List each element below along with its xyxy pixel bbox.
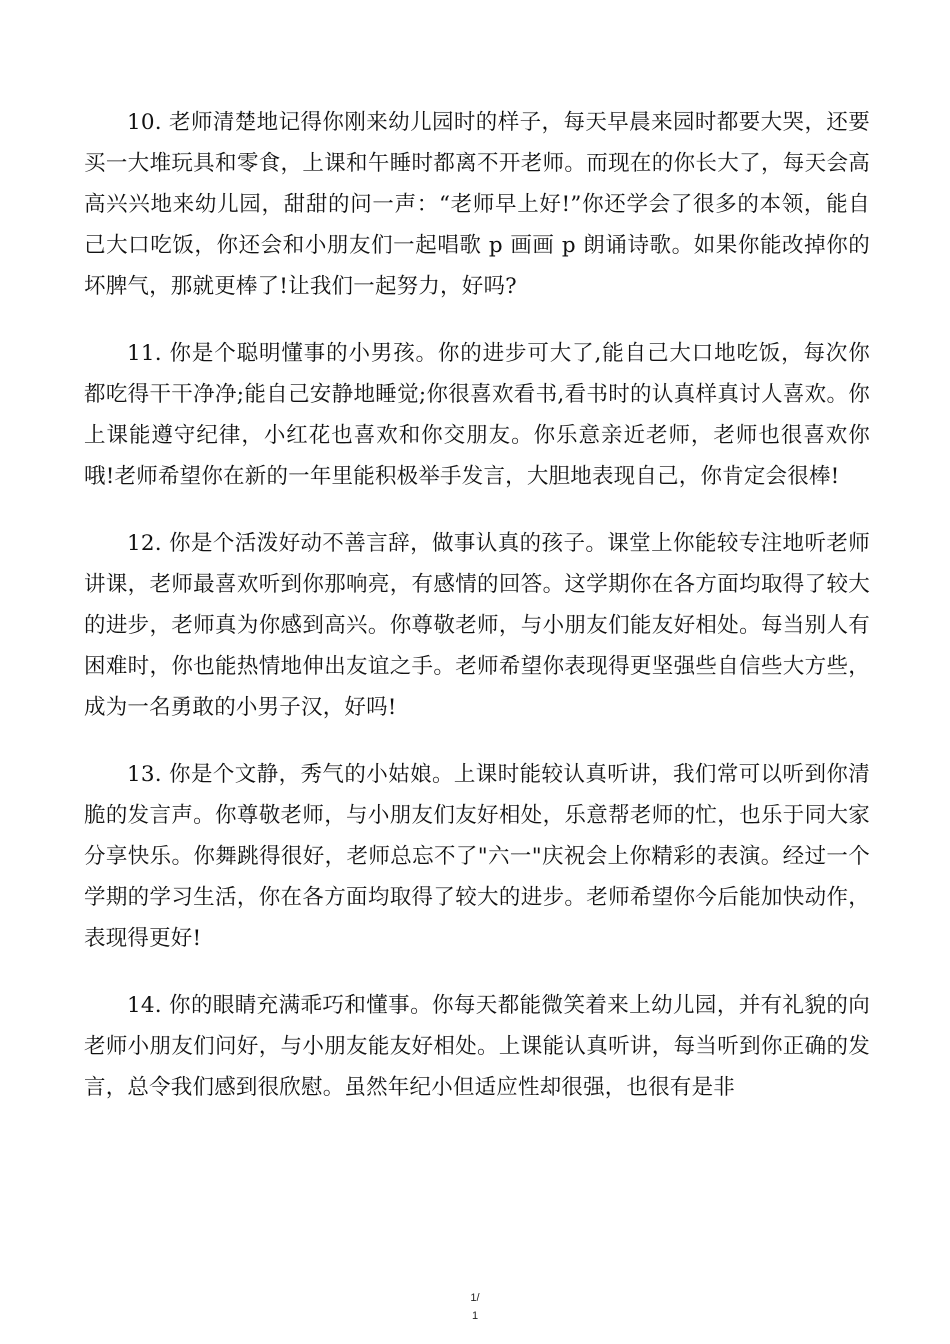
document-body	[84, 102, 870, 1134]
page-number-current: 1/	[470, 1292, 480, 1304]
page-number-footer	[0, 1289, 950, 1325]
page-number-total: 1	[471, 1310, 479, 1322]
paragraph-11: 11. 你是个聪明懂事的小男孩。你的进步可大了,能自己大口地吃饭，每次你都吃得干干净净;能自己安静地睡觉;你很喜欢看书,看书时的认真样真讨人喜欢。你上课能遵守纪律，小红花也喜欢和你交朋友。你乐意亲近老师，老师也很喜欢你哦!老师希望你在新的一年里能积极举手发言，大胆地表现自己，你肯定会很棒!	[84, 341, 870, 489]
paragraph-14: 14. 你的眼睛充满乖巧和懂事。你每天都能微笑着来上幼儿园，并有礼貌的向老师小朋友们问好，与小朋友能友好相处。上课能认真听讲，每当听到你正确的发言，总令我们感到很欣慰。虽然年纪小但适应性却很强，也很有是非	[84, 993, 870, 1100]
paragraph-10: 10. 老师清楚地记得你刚来幼儿园时的样子，每天早晨来园时都要大哭，还要买一大堆玩具和零食，上课和午睡时都离不开老师。而现在的你长大了，每天会高高兴兴地来幼儿园，甜甜的问一声：“老师早上好!”你还学会了很多的本领，能自己大口吃饭，你还会和小朋友们一起唱歌 p 画画 p 朗诵诗歌。如果你能改掉你的坏脾气，那就更棒了!让我们一起努力，好吗?	[84, 110, 870, 299]
paragraph-12: 12. 你是个活泼好动不善言辞，做事认真的孩子。课堂上你能较专注地听老师讲课，老师最喜欢听到你那响亮，有感情的回答。这学期你在各方面均取得了较大的进步，老师真为你感到高兴。你尊敬老师，与小朋友们能友好相处。每当别人有困难时，你也能热情地伸出友谊之手。老师希望你表现得更坚强些自信些大方些，成为一名勇敢的小男子汉，好吗!	[84, 531, 870, 720]
paragraph-13: 13. 你是个文静，秀气的小姑娘。上课时能较认真听讲，我们常可以听到你清脆的发言声。你尊敬老师，与小朋友们友好相处，乐意帮老师的忙，也乐于同大家分享快乐。你舞跳得很好，老师总忘不了"六一"庆祝会上你精彩的表演。经过一个学期的学习生活，你在各方面均取得了较大的进步。老师希望你今后能加快动作，表现得更好!	[84, 762, 870, 951]
